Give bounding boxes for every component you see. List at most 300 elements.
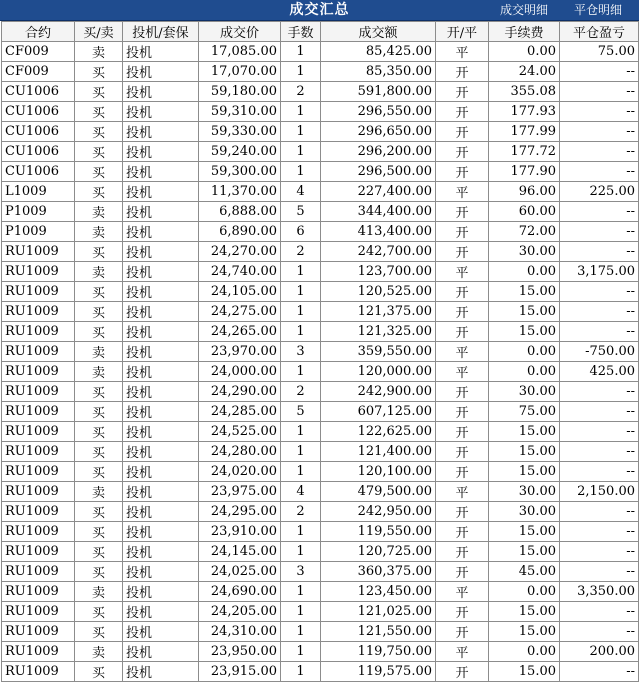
cell-open-close: 开: [436, 542, 489, 562]
table-row[interactable]: [2, 382, 639, 402]
cell-fee: 0.00: [489, 642, 560, 662]
cell-amount: 120,000.00: [321, 362, 436, 382]
cell-lots: 1: [281, 442, 321, 462]
cell-price: 24,295.00: [199, 502, 281, 522]
cell-pnl: 425.00: [560, 362, 639, 382]
cell-open-close: 开: [436, 62, 489, 82]
cell-price: 23,910.00: [199, 522, 281, 542]
cell-open-close: 开: [436, 122, 489, 142]
table-row[interactable]: [2, 522, 639, 542]
cell-fee: 15.00: [489, 442, 560, 462]
column-header-price: 成交价: [199, 22, 281, 42]
cell-hedge-flag: 投机: [123, 582, 199, 602]
cell-fee: 15.00: [489, 322, 560, 342]
cell-amount: 413,400.00: [321, 222, 436, 242]
cell-pnl: --: [560, 462, 639, 482]
cell-contract: RU1009: [2, 522, 75, 542]
cell-amount: 242,700.00: [321, 242, 436, 262]
cell-lots: 1: [281, 542, 321, 562]
cell-fee: 0.00: [489, 582, 560, 602]
cell-pnl: --: [560, 502, 639, 522]
cell-open-close: 平: [436, 262, 489, 282]
cell-side: 买: [75, 282, 123, 302]
cell-fee: 355.08: [489, 82, 560, 102]
table-row[interactable]: [2, 262, 639, 282]
cell-hedge-flag: 投机: [123, 82, 199, 102]
cell-open-close: 开: [436, 382, 489, 402]
cell-amount: 242,900.00: [321, 382, 436, 402]
cell-hedge-flag: 投机: [123, 362, 199, 382]
cell-open-close: 开: [436, 462, 489, 482]
cell-fee: 30.00: [489, 242, 560, 262]
cell-open-close: 开: [436, 502, 489, 522]
cell-fee: 177.99: [489, 122, 560, 142]
cell-contract: RU1009: [2, 542, 75, 562]
cell-contract: RU1009: [2, 242, 75, 262]
cell-side: 买: [75, 302, 123, 322]
cell-amount: 121,325.00: [321, 322, 436, 342]
table-row[interactable]: [2, 602, 639, 622]
cell-hedge-flag: 投机: [123, 102, 199, 122]
cell-open-close: 开: [436, 82, 489, 102]
table-row[interactable]: [2, 102, 639, 122]
cell-lots: 6: [281, 222, 321, 242]
cell-open-close: 开: [436, 102, 489, 122]
cell-side: 卖: [75, 642, 123, 662]
cell-fee: 15.00: [489, 542, 560, 562]
table-row[interactable]: [2, 322, 639, 342]
table-row[interactable]: [2, 482, 639, 502]
cell-fee: 30.00: [489, 502, 560, 522]
cell-hedge-flag: 投机: [123, 242, 199, 262]
column-header-contract: 合约: [2, 22, 75, 42]
cell-amount: 227,400.00: [321, 182, 436, 202]
cell-contract: CU1006: [2, 142, 75, 162]
table-row[interactable]: [2, 42, 639, 62]
cell-pnl: --: [560, 542, 639, 562]
cell-lots: 1: [281, 322, 321, 342]
table-row[interactable]: [2, 402, 639, 422]
cell-hedge-flag: 投机: [123, 642, 199, 662]
cell-fee: 75.00: [489, 402, 560, 422]
cell-fee: 15.00: [489, 422, 560, 442]
cell-contract: CU1006: [2, 122, 75, 142]
cell-amount: 479,500.00: [321, 482, 436, 502]
cell-contract: CF009: [2, 42, 75, 62]
cell-hedge-flag: 投机: [123, 62, 199, 82]
column-header-side: 买/卖: [75, 22, 123, 42]
table-row[interactable]: [2, 182, 639, 202]
cell-hedge-flag: 投机: [123, 382, 199, 402]
cell-pnl: --: [560, 222, 639, 242]
close-position-detail-link[interactable]: 平仓明细: [574, 3, 623, 17]
cell-lots: 2: [281, 382, 321, 402]
cell-pnl: --: [560, 62, 639, 82]
cell-side: 买: [75, 242, 123, 262]
cell-open-close: 开: [436, 222, 489, 242]
cell-side: 买: [75, 562, 123, 582]
cell-pnl: --: [560, 442, 639, 462]
cell-pnl: --: [560, 302, 639, 322]
cell-open-close: 开: [436, 522, 489, 542]
cell-price: 24,285.00: [199, 402, 281, 422]
cell-side: 卖: [75, 582, 123, 602]
table-row[interactable]: [2, 442, 639, 462]
cell-side: 买: [75, 522, 123, 542]
trade-detail-link[interactable]: 成交明细: [500, 3, 549, 17]
cell-lots: 2: [281, 502, 321, 522]
column-header-open-close: 开/平: [436, 22, 489, 42]
cell-price: 23,975.00: [199, 482, 281, 502]
cell-amount: 242,950.00: [321, 502, 436, 522]
cell-side: 买: [75, 322, 123, 342]
cell-hedge-flag: 投机: [123, 422, 199, 442]
cell-contract: RU1009: [2, 262, 75, 282]
table-row[interactable]: [2, 642, 639, 662]
cell-amount: 296,200.00: [321, 142, 436, 162]
cell-lots: 1: [281, 262, 321, 282]
cell-side: 买: [75, 602, 123, 622]
cell-amount: 591,800.00: [321, 82, 436, 102]
cell-lots: 1: [281, 302, 321, 322]
column-header-pnl: 平仓盈亏: [560, 22, 639, 42]
cell-open-close: 平: [436, 582, 489, 602]
cell-amount: 121,375.00: [321, 302, 436, 322]
cell-price: 24,740.00: [199, 262, 281, 282]
cell-contract: RU1009: [2, 622, 75, 642]
table-row[interactable]: [2, 162, 639, 182]
cell-lots: 5: [281, 202, 321, 222]
cell-open-close: 平: [436, 362, 489, 382]
cell-price: 6,890.00: [199, 222, 281, 242]
cell-open-close: 平: [436, 342, 489, 362]
cell-side: 卖: [75, 262, 123, 282]
cell-lots: 1: [281, 42, 321, 62]
cell-price: 24,280.00: [199, 442, 281, 462]
cell-pnl: --: [560, 662, 639, 682]
cell-fee: 15.00: [489, 662, 560, 682]
cell-amount: 121,025.00: [321, 602, 436, 622]
cell-hedge-flag: 投机: [123, 42, 199, 62]
cell-hedge-flag: 投机: [123, 222, 199, 242]
table-row[interactable]: [2, 542, 639, 562]
cell-lots: 1: [281, 282, 321, 302]
cell-lots: 1: [281, 102, 321, 122]
cell-pnl: --: [560, 602, 639, 622]
cell-lots: 2: [281, 82, 321, 102]
cell-price: 24,690.00: [199, 582, 281, 602]
cell-hedge-flag: 投机: [123, 142, 199, 162]
cell-contract: CU1006: [2, 162, 75, 182]
cell-price: 59,240.00: [199, 142, 281, 162]
table-row[interactable]: [2, 422, 639, 442]
cell-side: 买: [75, 142, 123, 162]
cell-lots: 5: [281, 402, 321, 422]
cell-contract: CU1006: [2, 82, 75, 102]
cell-fee: 15.00: [489, 462, 560, 482]
cell-hedge-flag: 投机: [123, 482, 199, 502]
cell-price: 17,085.00: [199, 42, 281, 62]
cell-side: 买: [75, 542, 123, 562]
table-row[interactable]: [2, 122, 639, 142]
table-row[interactable]: [2, 662, 639, 682]
cell-open-close: 开: [436, 622, 489, 642]
table-row[interactable]: [2, 362, 639, 382]
cell-pnl: --: [560, 622, 639, 642]
cell-fee: 24.00: [489, 62, 560, 82]
cell-side: 买: [75, 422, 123, 442]
cell-lots: 1: [281, 622, 321, 642]
cell-open-close: 开: [436, 422, 489, 442]
cell-amount: 359,550.00: [321, 342, 436, 362]
cell-pnl: --: [560, 142, 639, 162]
cell-price: 59,300.00: [199, 162, 281, 182]
cell-amount: 123,700.00: [321, 262, 436, 282]
cell-pnl: 3,175.00: [560, 262, 639, 282]
cell-side: 买: [75, 442, 123, 462]
cell-amount: 607,125.00: [321, 402, 436, 422]
table-row[interactable]: [2, 62, 639, 82]
cell-hedge-flag: 投机: [123, 122, 199, 142]
cell-lots: 1: [281, 422, 321, 442]
cell-contract: RU1009: [2, 282, 75, 302]
cell-pnl: --: [560, 522, 639, 542]
table-row[interactable]: [2, 622, 639, 642]
cell-pnl: 200.00: [560, 642, 639, 662]
column-header-amount: 成交额: [321, 22, 436, 42]
cell-open-close: 平: [436, 642, 489, 662]
table-row[interactable]: [2, 462, 639, 482]
cell-side: 买: [75, 122, 123, 142]
column-header-lots: 手数: [281, 22, 321, 42]
cell-side: 卖: [75, 342, 123, 362]
cell-fee: 0.00: [489, 42, 560, 62]
cell-hedge-flag: 投机: [123, 262, 199, 282]
cell-lots: 1: [281, 602, 321, 622]
cell-amount: 120,525.00: [321, 282, 436, 302]
cell-pnl: --: [560, 162, 639, 182]
table-row[interactable]: [2, 82, 639, 102]
cell-fee: 0.00: [489, 342, 560, 362]
cell-lots: 1: [281, 162, 321, 182]
cell-lots: 4: [281, 182, 321, 202]
cell-hedge-flag: 投机: [123, 282, 199, 302]
cell-contract: RU1009: [2, 602, 75, 622]
cell-amount: 121,400.00: [321, 442, 436, 462]
cell-price: 24,025.00: [199, 562, 281, 582]
cell-contract: RU1009: [2, 582, 75, 602]
cell-fee: 177.93: [489, 102, 560, 122]
cell-lots: 1: [281, 462, 321, 482]
cell-side: 卖: [75, 222, 123, 242]
cell-price: 23,970.00: [199, 342, 281, 362]
cell-hedge-flag: 投机: [123, 502, 199, 522]
cell-hedge-flag: 投机: [123, 542, 199, 562]
cell-pnl: -750.00: [560, 342, 639, 362]
cell-contract: RU1009: [2, 502, 75, 522]
cell-price: 59,310.00: [199, 102, 281, 122]
column-header-hedge-flag: 投机/套保: [123, 22, 199, 42]
cell-price: 24,265.00: [199, 322, 281, 342]
cell-amount: 119,750.00: [321, 642, 436, 662]
cell-pnl: --: [560, 402, 639, 422]
cell-contract: RU1009: [2, 662, 75, 682]
cell-side: 买: [75, 62, 123, 82]
cell-open-close: 开: [436, 242, 489, 262]
cell-side: 买: [75, 162, 123, 182]
table-row[interactable]: [2, 502, 639, 522]
cell-lots: 1: [281, 662, 321, 682]
cell-fee: 96.00: [489, 182, 560, 202]
table-row[interactable]: [2, 282, 639, 302]
cell-price: 23,915.00: [199, 662, 281, 682]
cell-contract: RU1009: [2, 462, 75, 482]
cell-contract: RU1009: [2, 302, 75, 322]
cell-pnl: --: [560, 82, 639, 102]
cell-amount: 120,725.00: [321, 542, 436, 562]
table-row[interactable]: [2, 202, 639, 222]
cell-price: 24,105.00: [199, 282, 281, 302]
table-row[interactable]: [2, 302, 639, 322]
cell-amount: 296,650.00: [321, 122, 436, 142]
cell-pnl: --: [560, 382, 639, 402]
cell-open-close: 开: [436, 302, 489, 322]
cell-fee: 15.00: [489, 602, 560, 622]
page-title: 成交汇总: [289, 2, 350, 18]
cell-side: 买: [75, 102, 123, 122]
cell-hedge-flag: 投机: [123, 162, 199, 182]
cell-amount: 121,550.00: [321, 622, 436, 642]
cell-lots: 2: [281, 242, 321, 262]
cell-fee: 72.00: [489, 222, 560, 242]
cell-contract: P1009: [2, 202, 75, 222]
cell-amount: 85,350.00: [321, 62, 436, 82]
cell-fee: 15.00: [489, 282, 560, 302]
cell-open-close: 开: [436, 322, 489, 342]
cell-amount: 122,625.00: [321, 422, 436, 442]
cell-fee: 177.72: [489, 142, 560, 162]
cell-price: 24,145.00: [199, 542, 281, 562]
trade-summary-table: [1, 21, 639, 682]
cell-contract: CU1006: [2, 102, 75, 122]
cell-contract: RU1009: [2, 642, 75, 662]
cell-hedge-flag: 投机: [123, 322, 199, 342]
table-header-row: [2, 22, 639, 42]
cell-amount: 296,550.00: [321, 102, 436, 122]
cell-open-close: 平: [436, 182, 489, 202]
cell-pnl: 75.00: [560, 42, 639, 62]
cell-side: 卖: [75, 202, 123, 222]
cell-open-close: 平: [436, 482, 489, 502]
table-row[interactable]: [2, 582, 639, 602]
cell-open-close: 开: [436, 282, 489, 302]
cell-contract: RU1009: [2, 442, 75, 462]
cell-fee: 45.00: [489, 562, 560, 582]
cell-price: 24,290.00: [199, 382, 281, 402]
cell-side: 买: [75, 622, 123, 642]
table-row[interactable]: [2, 222, 639, 242]
cell-price: 6,888.00: [199, 202, 281, 222]
cell-side: 买: [75, 502, 123, 522]
cell-amount: 344,400.00: [321, 202, 436, 222]
cell-price: 11,370.00: [199, 182, 281, 202]
cell-fee: 30.00: [489, 382, 560, 402]
cell-hedge-flag: 投机: [123, 562, 199, 582]
cell-amount: 120,100.00: [321, 462, 436, 482]
cell-hedge-flag: 投机: [123, 622, 199, 642]
table-row[interactable]: [2, 142, 639, 162]
cell-lots: 3: [281, 342, 321, 362]
cell-lots: 1: [281, 142, 321, 162]
cell-lots: 1: [281, 642, 321, 662]
cell-pnl: 2,150.00: [560, 482, 639, 502]
cell-open-close: 开: [436, 442, 489, 462]
cell-hedge-flag: 投机: [123, 302, 199, 322]
cell-hedge-flag: 投机: [123, 202, 199, 222]
cell-contract: RU1009: [2, 342, 75, 362]
cell-side: 买: [75, 182, 123, 202]
cell-hedge-flag: 投机: [123, 602, 199, 622]
cell-contract: P1009: [2, 222, 75, 242]
cell-contract: CF009: [2, 62, 75, 82]
cell-pnl: --: [560, 422, 639, 442]
cell-price: 24,275.00: [199, 302, 281, 322]
table-row[interactable]: [2, 242, 639, 262]
cell-lots: 3: [281, 562, 321, 582]
cell-price: 24,270.00: [199, 242, 281, 262]
cell-open-close: 开: [436, 602, 489, 622]
cell-amount: 119,575.00: [321, 662, 436, 682]
cell-contract: RU1009: [2, 382, 75, 402]
cell-price: 59,180.00: [199, 82, 281, 102]
cell-price: 24,020.00: [199, 462, 281, 482]
cell-side: 卖: [75, 482, 123, 502]
cell-fee: 0.00: [489, 262, 560, 282]
table-row[interactable]: [2, 562, 639, 582]
cell-pnl: --: [560, 322, 639, 342]
cell-pnl: 225.00: [560, 182, 639, 202]
cell-fee: 0.00: [489, 362, 560, 382]
table-row[interactable]: [2, 342, 639, 362]
cell-contract: RU1009: [2, 562, 75, 582]
cell-contract: L1009: [2, 182, 75, 202]
cell-amount: 123,450.00: [321, 582, 436, 602]
cell-contract: RU1009: [2, 362, 75, 382]
cell-fee: 60.00: [489, 202, 560, 222]
cell-fee: 15.00: [489, 622, 560, 642]
cell-side: 卖: [75, 362, 123, 382]
cell-fee: 30.00: [489, 482, 560, 502]
cell-price: 24,310.00: [199, 622, 281, 642]
cell-side: 卖: [75, 42, 123, 62]
cell-lots: 1: [281, 362, 321, 382]
cell-lots: 4: [281, 482, 321, 502]
cell-fee: 177.90: [489, 162, 560, 182]
cell-amount: 360,375.00: [321, 562, 436, 582]
cell-contract: RU1009: [2, 422, 75, 442]
cell-amount: 119,550.00: [321, 522, 436, 542]
cell-open-close: 开: [436, 162, 489, 182]
cell-hedge-flag: 投机: [123, 402, 199, 422]
cell-pnl: --: [560, 202, 639, 222]
cell-open-close: 平: [436, 42, 489, 62]
cell-open-close: 开: [436, 142, 489, 162]
cell-open-close: 开: [436, 662, 489, 682]
cell-price: 24,000.00: [199, 362, 281, 382]
cell-hedge-flag: 投机: [123, 442, 199, 462]
cell-price: 23,950.00: [199, 642, 281, 662]
cell-hedge-flag: 投机: [123, 522, 199, 542]
